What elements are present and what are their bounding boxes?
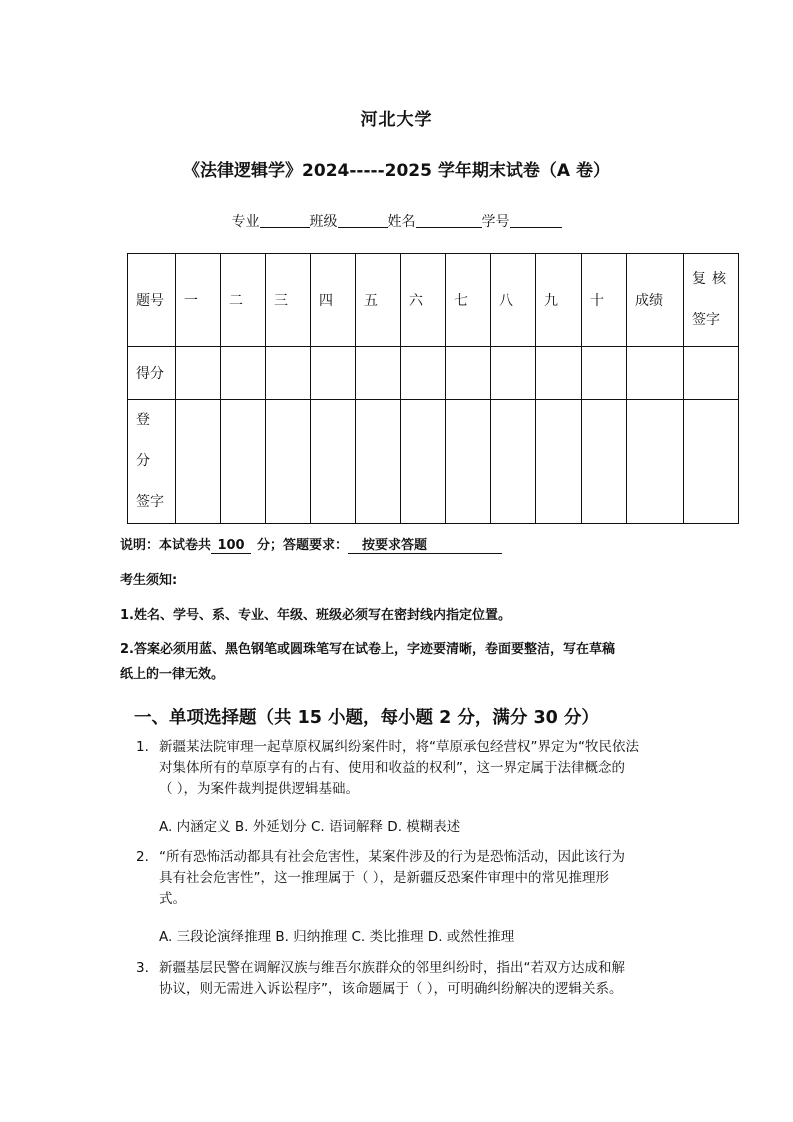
question-2-options: A. 三段论演绎推理 B. 归纳推理 C. 类比推理 D. 或然性推理	[159, 929, 515, 945]
question-text-line: 新疆某法院审理一起草原权属纠纷案件时，将“草原承包经营权”界定为“牧民依法	[159, 739, 639, 755]
sign-cell[interactable]	[446, 400, 491, 524]
header-cell: 九	[544, 293, 558, 309]
section-title: 一、单项选择题（共 15 小题，每小题 2 分，满分 30 分）	[134, 708, 599, 728]
answer-requirement: 按要求答题	[348, 534, 502, 554]
exam-description: 说明：本试卷共 100 分；答题要求： 按要求答题	[120, 534, 502, 554]
score-cell[interactable]	[356, 347, 401, 400]
review-sign-header: 复核 签字	[692, 271, 732, 328]
header-cell: 四	[319, 293, 333, 309]
sign-cell[interactable]	[401, 400, 446, 524]
header-cell: 三	[274, 293, 288, 309]
question-text-line: （ ），为案件裁判提供逻辑基础。	[159, 781, 360, 797]
header-cell: 七	[454, 293, 468, 309]
score-cell[interactable]	[536, 347, 582, 400]
question-number: 3.	[136, 960, 149, 976]
notice-title: 考生须知:	[120, 573, 178, 588]
class-label: 班级	[309, 214, 338, 230]
score-cell[interactable]	[176, 347, 221, 400]
total-score: 100	[211, 538, 251, 554]
notice-item-2-line2: 纸上的一律无效。	[120, 667, 225, 682]
header-cell: 五	[364, 293, 378, 309]
header-cell: 二	[229, 293, 243, 309]
sign-cell[interactable]	[627, 400, 684, 524]
university-name: 河北大学	[360, 110, 433, 130]
question-1-options: A. 内涵定义 B. 外延划分 C. 语词解释 D. 模糊表述	[159, 819, 461, 835]
header-cell: 十	[590, 293, 604, 309]
sign-cell[interactable]	[491, 400, 536, 524]
sign-cell[interactable]	[221, 400, 266, 524]
student-id-field[interactable]	[510, 213, 562, 228]
score-cell[interactable]	[401, 347, 446, 400]
major-label: 专业	[231, 214, 260, 230]
score-cell[interactable]	[684, 347, 739, 400]
score-cell[interactable]	[311, 347, 356, 400]
score-row-label: 得分	[136, 366, 164, 382]
header-cell: 题号	[136, 293, 164, 309]
score-cell[interactable]	[266, 347, 311, 400]
question-text-line: 式。	[159, 891, 186, 907]
sign-cell[interactable]	[356, 400, 401, 524]
question-text-line: 具有社会危害性”，这一推理属于（ ），是新疆反恐案件审理中的常见推理形	[159, 870, 610, 886]
score-table	[127, 253, 739, 524]
header-cell: 成绩	[635, 293, 663, 309]
header-cell: 一	[184, 293, 198, 309]
sign-cell[interactable]	[684, 400, 739, 524]
question-text-line: “所有恐怖活动都具有社会危害性，某案件涉及的行为是恐怖活动，因此该行为	[159, 849, 625, 865]
score-cell[interactable]	[221, 347, 266, 400]
sign-cell[interactable]	[582, 400, 627, 524]
question-text-line: 新疆基层民警在调解汉族与维吾尔族群众的邻里纠纷时，指出“若双方达成和解	[159, 960, 625, 976]
record-sign-label: 登分 签字	[136, 412, 164, 510]
question-text-line: 对集体所有的草原享有的占有、使用和收益的权利”，这一界定属于法律概念的	[159, 760, 625, 776]
header-cell: 八	[499, 293, 513, 309]
score-cell[interactable]	[446, 347, 491, 400]
major-field[interactable]	[260, 213, 310, 228]
score-cell[interactable]	[582, 347, 627, 400]
sign-cell[interactable]	[311, 400, 356, 524]
question-number: 1.	[136, 739, 149, 755]
question-number-row	[128, 254, 739, 347]
score-row	[128, 347, 739, 400]
score-cell[interactable]	[627, 347, 684, 400]
student-info-line	[0, 211, 793, 231]
sign-cell[interactable]	[266, 400, 311, 524]
name-label: 姓名	[387, 214, 416, 230]
score-cell[interactable]	[491, 347, 536, 400]
notice-item-1: 1.姓名、学号、系、专业、年级、班级必须写在密封线内指定位置。	[120, 608, 511, 623]
exam-title: 《法律逻辑学》2024-----2025 学年期末试卷（A 卷）	[183, 161, 610, 181]
class-field[interactable]	[338, 213, 388, 228]
sign-cell[interactable]	[176, 400, 221, 524]
question-number: 2.	[136, 849, 149, 865]
id-label: 学号	[481, 214, 510, 230]
sign-cell[interactable]	[536, 400, 582, 524]
record-sign-row	[128, 400, 739, 524]
name-field[interactable]	[416, 213, 482, 228]
notice-item-2-line1: 2.答案必须用蓝、黑色钢笔或圆珠笔写在试卷上，字迹要清晰，卷面要整洁，写在草稿	[120, 642, 615, 657]
header-cell: 六	[409, 293, 423, 309]
question-text-line: 协议，则无需进入诉讼程序”，该命题属于（ ），可明确纠纷解决的逻辑关系。	[159, 981, 623, 997]
